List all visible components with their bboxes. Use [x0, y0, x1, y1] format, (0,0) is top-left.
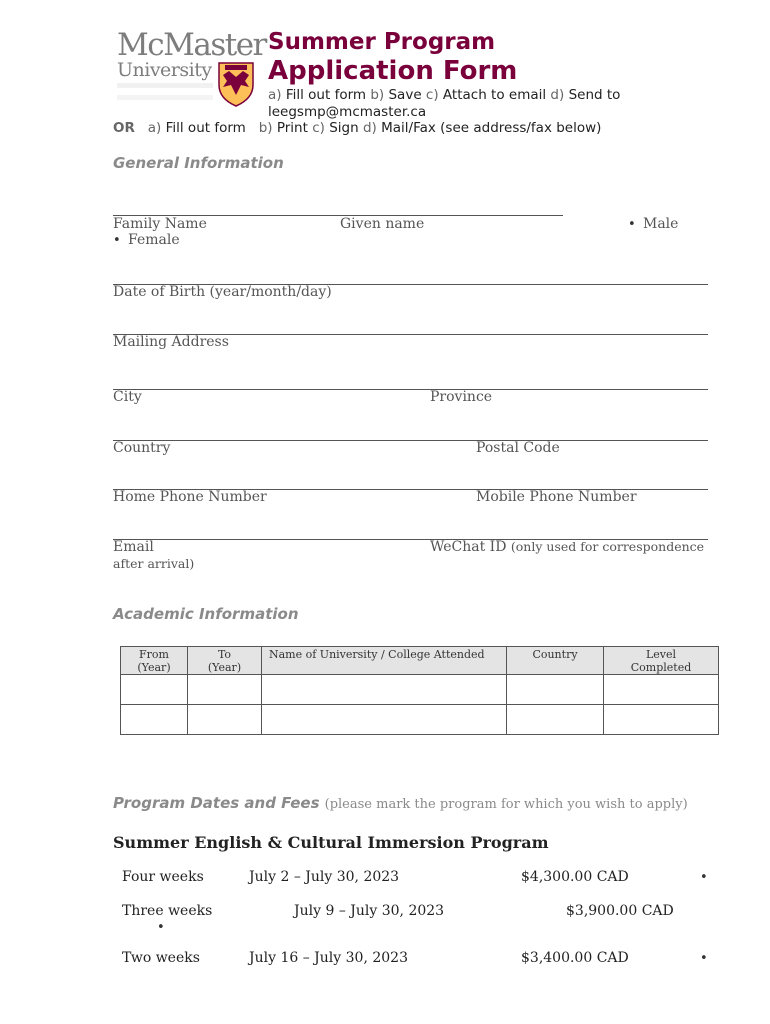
column-header-text: (Year) — [137, 661, 171, 674]
column-header-text: Country — [532, 648, 578, 661]
family-name-label: Family Name — [113, 216, 207, 232]
province-label: Province — [430, 389, 493, 405]
step-letter: c) — [425, 87, 439, 103]
dob-label: Date of Birth (year/month/day) — [113, 284, 332, 300]
city-province-field-line[interactable] — [113, 389, 708, 390]
table-cell-to[interactable] — [188, 705, 262, 735]
or-label: OR — [113, 120, 135, 136]
section-heading-program — [113, 793, 688, 812]
table-cell-country[interactable] — [507, 705, 604, 735]
logo-wordmark-university: University — [117, 59, 212, 81]
step-letter: b) — [258, 120, 273, 136]
table-cell-level[interactable] — [604, 705, 719, 735]
step-text: Save — [388, 87, 422, 103]
city-label: City — [113, 389, 142, 405]
female-option-bullet[interactable]: • — [113, 233, 121, 248]
option-select-bullet[interactable]: • — [700, 951, 708, 966]
step-text: Send to — [568, 87, 621, 103]
instructions-online — [268, 87, 620, 103]
table-header-row — [121, 647, 719, 675]
option-fee: $3,400.00 CAD — [521, 950, 629, 966]
logo-tagline-placeholder — [117, 95, 213, 100]
wechat-label — [430, 539, 704, 555]
step-text: Print — [276, 120, 308, 136]
table-cell-from[interactable] — [121, 675, 188, 705]
instructions-print — [113, 120, 601, 136]
wechat-note: (only used for correspondence — [510, 539, 705, 554]
option-select-bullet[interactable]: • — [157, 920, 165, 935]
program-heading-text: Program Dates and Fees — [113, 794, 320, 812]
column-header-text: (Year) — [207, 661, 242, 674]
column-header-level — [604, 647, 719, 675]
section-heading-academic: Academic Information — [113, 605, 299, 623]
column-header-text: Name of University / College Attended — [269, 648, 485, 661]
step-letter: a) — [147, 120, 162, 136]
option-fee: $4,300.00 CAD — [521, 869, 629, 885]
wechat-label-text: WeChat ID — [430, 539, 507, 555]
male-option-bullet[interactable]: • — [628, 217, 636, 232]
wechat-note-continued: after arrival) — [113, 556, 195, 571]
mailing-address-label: Mailing Address — [113, 334, 229, 350]
step-text: Fill out form — [165, 120, 246, 136]
column-header-text: To — [217, 648, 232, 661]
table-cell-university[interactable] — [262, 705, 507, 735]
postal-code-label: Postal Code — [476, 440, 560, 456]
step-text: Fill out form — [285, 87, 367, 103]
table-row — [121, 705, 719, 735]
step-letter: d) — [550, 87, 565, 103]
table-cell-level[interactable] — [604, 675, 719, 705]
given-name-label: Given name — [340, 216, 425, 232]
column-header-university — [262, 647, 507, 675]
home-phone-label: Home Phone Number — [113, 489, 267, 505]
email-label: Email — [113, 539, 154, 555]
section-heading-general: General Information — [113, 154, 284, 172]
option-fee: $3,900.00 CAD — [566, 903, 674, 919]
option-select-bullet[interactable]: • — [700, 870, 708, 885]
column-header-to — [188, 647, 262, 675]
column-header-country — [507, 647, 604, 675]
form-title-line1: Summer Program — [268, 29, 496, 55]
step-letter: c) — [312, 120, 325, 136]
form-title-line2: Application Form — [268, 56, 518, 86]
program-heading-note: (please mark the program for which you wish to apply) — [324, 797, 688, 812]
logo-tagline-placeholder — [117, 83, 213, 88]
logo-wordmark-mcmaster: McMaster — [117, 27, 266, 63]
female-option-label: Female — [128, 232, 180, 248]
male-option-label: Male — [643, 216, 679, 232]
step-text: Sign — [329, 120, 359, 136]
crest-icon — [217, 61, 255, 107]
academic-history-table — [120, 646, 719, 735]
option-duration: Two weeks — [122, 950, 200, 966]
option-dates: July 9 – July 30, 2023 — [294, 903, 445, 919]
program-title: Summer English & Cultural Immersion Program — [113, 833, 549, 852]
column-header-from — [121, 647, 188, 675]
country-label: Country — [113, 440, 171, 456]
option-duration: Three weeks — [122, 903, 213, 919]
step-letter: b) — [370, 87, 385, 103]
option-dates: July 2 – July 30, 2023 — [249, 869, 400, 885]
step-letter: a) — [268, 87, 282, 103]
column-header-text: Completed — [630, 661, 692, 674]
table-cell-country[interactable] — [507, 675, 604, 705]
step-letter: d) — [362, 120, 377, 136]
step-text: Mail/Fax (see address/fax below) — [381, 120, 602, 136]
table-cell-university[interactable] — [262, 675, 507, 705]
option-duration: Four weeks — [122, 869, 204, 885]
table-cell-from[interactable] — [121, 705, 188, 735]
table-cell-to[interactable] — [188, 675, 262, 705]
mobile-phone-label: Mobile Phone Number — [476, 489, 637, 505]
option-dates: July 16 – July 30, 2023 — [249, 950, 408, 966]
country-postal-field-line[interactable] — [113, 440, 708, 441]
submission-email: leegsmp@mcmaster.ca — [268, 104, 427, 120]
column-header-text: From — [139, 648, 169, 661]
table-row — [121, 675, 719, 705]
step-text: Attach to email — [442, 87, 547, 103]
column-header-text: Level — [645, 648, 677, 661]
